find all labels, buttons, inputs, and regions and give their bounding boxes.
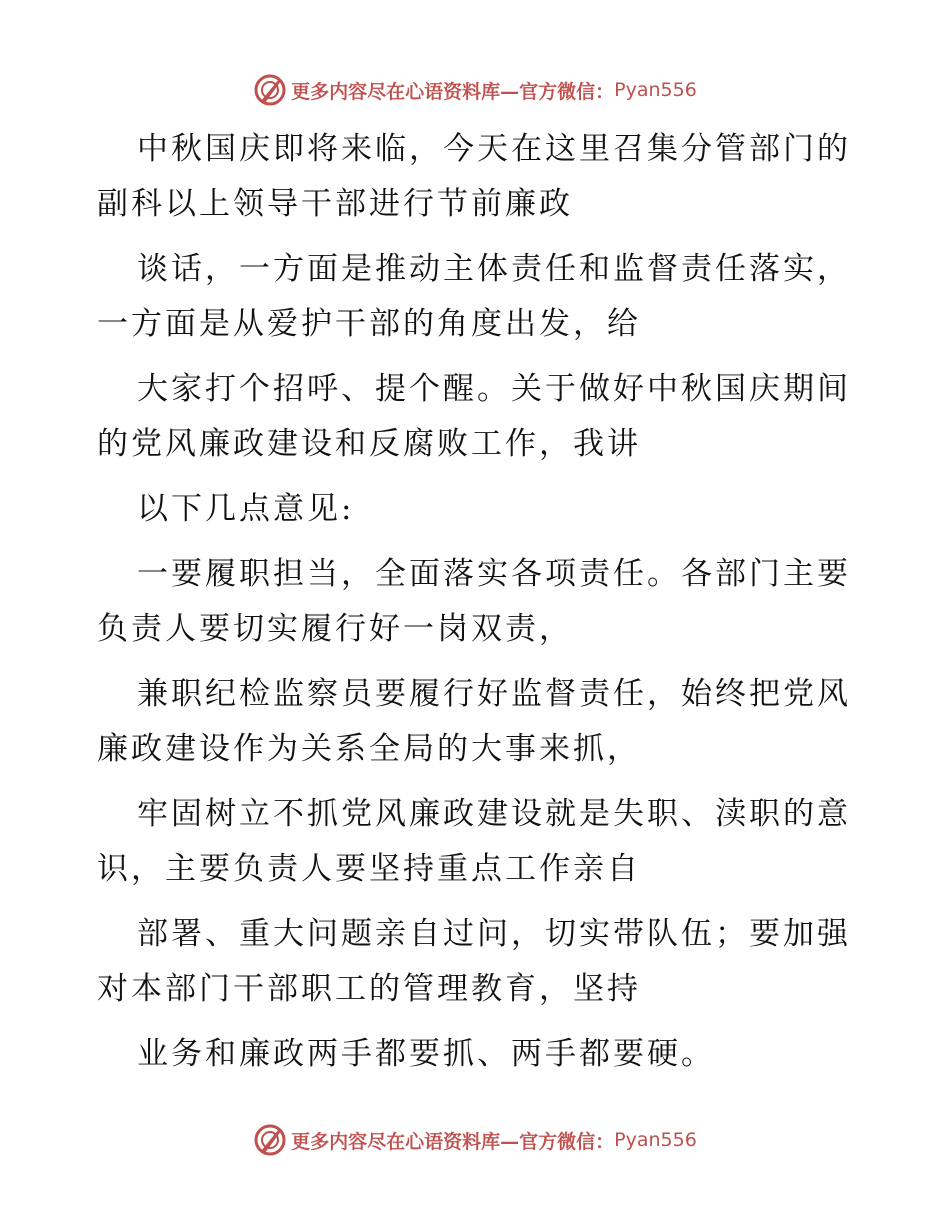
- paragraph-line: 识，主要负责人要坚持重点工作亲自: [97, 851, 641, 887]
- paragraph: [97, 547, 857, 657]
- paragraph-line: 兼职纪检监察员要履行好监督责任，始终把党风: [137, 676, 851, 712]
- footer-banner-text: 更多内容尽在心语资料库—官方微信：: [291, 1130, 615, 1153]
- paragraph-line: 一要履职担当，全面落实各项责任。各部门主要: [137, 556, 851, 592]
- paragraph-line: 中秋国庆即将来临，今天在这里召集分管部门的: [137, 131, 851, 167]
- paragraph: [97, 122, 857, 232]
- paragraph-line: 谈话，一方面是推动主体责任和监督责任落实，: [137, 251, 851, 287]
- quill-logo-icon: [253, 73, 287, 107]
- paragraph: [97, 1027, 857, 1082]
- paragraph-line: 牢固树立不抓党风廉政建设就是失职、渎职的意: [137, 796, 851, 832]
- paragraph-line: 廉政建设作为关系全局的大事来抓，: [97, 731, 641, 767]
- paragraph: [97, 482, 857, 537]
- header-banner-wechat-id: Pyan556: [614, 79, 697, 101]
- paragraph-line: 以下几点意见:: [137, 491, 355, 527]
- paragraph-line: 部署、重大问题亲自过问，切实带队伍；要加强: [137, 916, 851, 952]
- paragraph-line: 负责人要切实履行好一岗双责，: [97, 611, 573, 647]
- footer-banner-wechat-id: Pyan556: [614, 1129, 697, 1151]
- paragraph-line: 的党风廉政建设和反腐败工作，我讲: [97, 426, 641, 462]
- paragraph: [97, 362, 857, 472]
- paragraph-line: 副科以上领导干部进行节前廉政: [97, 186, 573, 222]
- paragraph: [97, 242, 857, 352]
- document-body: [97, 122, 857, 1092]
- paragraph: [97, 907, 857, 1017]
- header-banner-text: 更多内容尽在心语资料库—官方微信：: [291, 80, 615, 103]
- paragraph: [97, 787, 857, 897]
- quill-logo-icon: [253, 1123, 287, 1157]
- paragraph: [97, 667, 857, 777]
- header-banner: [0, 70, 950, 110]
- paragraph-line: 对本部门干部职工的管理教育，坚持: [97, 971, 641, 1007]
- paragraph-line: 一方面是从爱护干部的角度出发，给: [97, 306, 641, 342]
- footer-banner: [0, 1120, 950, 1160]
- paragraph-line: 大家打个招呼、提个醒。关于做好中秋国庆期间: [137, 371, 851, 407]
- paragraph-line: 业务和廉政两手都要抓、两手都要硬。: [137, 1036, 715, 1072]
